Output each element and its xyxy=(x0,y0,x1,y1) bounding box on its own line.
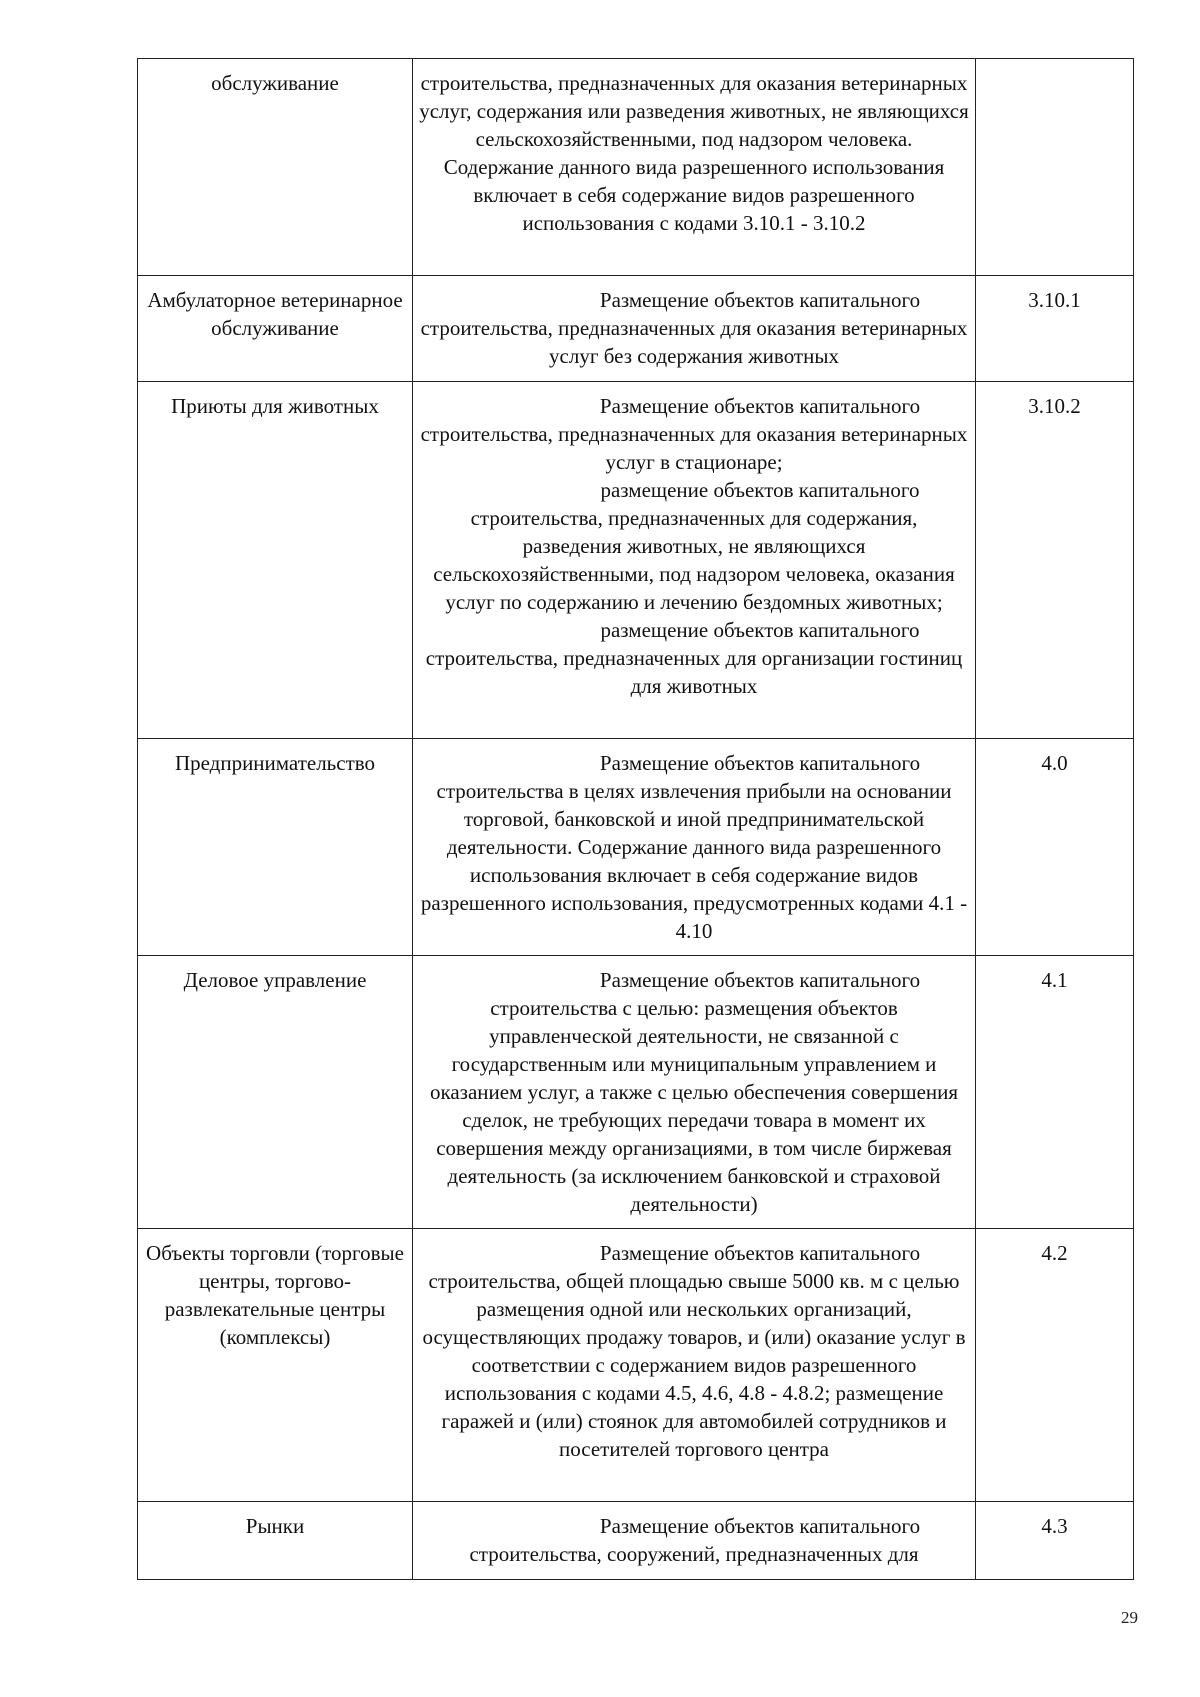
use-code-cell: 4.2 xyxy=(976,1229,1134,1502)
use-name-cell: Приюты для животных xyxy=(138,382,413,739)
table-row xyxy=(138,382,1134,739)
table-row xyxy=(138,1229,1134,1502)
use-code-cell: 4.3 xyxy=(976,1502,1134,1580)
table-row xyxy=(138,739,1134,956)
use-name-cell: обслуживание xyxy=(138,59,413,276)
use-name-cell: Амбулаторное ветеринарное обслуживание xyxy=(138,276,413,382)
land-use-table xyxy=(137,58,1134,1580)
use-name-cell: Предпринимательство xyxy=(138,739,413,956)
use-description-cell xyxy=(413,59,976,276)
use-description-cell xyxy=(413,956,976,1229)
use-description-cell xyxy=(413,382,976,739)
use-code-cell xyxy=(976,59,1134,276)
description-paragraph: строительства, предназначенных для оказания ветеринарных услуг, содержания или разведения животных, не являющихся сельскохозяйственными, под надзором человека. Содержание данного вида разрешенного использования включает в себя содержание видов разрешенного использования с кодами 3.10.1 - 3.10.2 xyxy=(419,71,969,235)
table-row xyxy=(138,1502,1134,1580)
description-paragraph: Размещение объектов капитального строительства в целях извлечения прибыли на основании торговой, банковской и иной предпринимательской деятельности. Содержание данного вида разрешенного использования включает в себя содержание видов разрешенного использования, предусмотренных кодами 4.1 - 4.10 xyxy=(420,751,968,943)
use-name-cell: Деловое управление xyxy=(138,956,413,1229)
land-use-table-body xyxy=(138,59,1134,1580)
use-code-cell: 4.1 xyxy=(976,956,1134,1229)
use-description-cell xyxy=(413,1502,976,1580)
description-paragraph: Размещение объектов капитального строительства, сооружений, предназначенных для xyxy=(469,1514,921,1566)
use-code-cell: 3.10.2 xyxy=(976,382,1134,739)
page-number: 29 xyxy=(1121,1608,1138,1627)
use-description-cell xyxy=(413,739,976,956)
description-paragraph: Размещение объектов капитального строительства, общей площадью свыше 5000 кв. м с целью размещения одной или нескольких организаций, осуществляющих продажу товаров, и (или) оказание услуг в соответствии с содержанием видов разрешенного использования с кодами 4.5, 4.6, 4.8 - 4.8.2; размещение гаражей и (или) стоянок для автомобилей сотрудников и посетителей торгового центра xyxy=(422,1241,966,1461)
description-paragraph: Размещение объектов капитального строительства, предназначенных для оказания ветеринарных услуг в стационаре; xyxy=(420,394,968,474)
table-row xyxy=(138,276,1134,382)
use-code-cell: 4.0 xyxy=(976,739,1134,956)
table-row xyxy=(138,956,1134,1229)
table-row xyxy=(138,59,1134,276)
description-paragraph: Размещение объектов капитального строительства с целью: размещения объектов управленческой деятельности, не связанной с государственным или муниципальным управлением и оказанием услуг, а также с целью обеспечения совершения сделок, не требующих передачи товара в момент их совершения между организациями, в том числе биржевая деятельность (за исключением банковской и страховой деятельности) xyxy=(429,968,959,1216)
use-description-cell xyxy=(413,276,976,382)
description-paragraph: Размещение объектов капитального строительства, предназначенных для оказания ветеринарных услуг без содержания животных xyxy=(420,288,968,368)
use-name-cell: Рынки xyxy=(138,1502,413,1580)
use-code-cell: 3.10.1 xyxy=(976,276,1134,382)
use-name-cell: Объекты торговли (торговые центры, торгово-развлекательные центры (комплексы) xyxy=(138,1229,413,1502)
description-paragraph: размещение объектов капитального строительства, предназначенных для содержания, разведения животных, не являющихся сельскохозяйственными, под надзором человека, оказания услуг по содержанию и лечению бездомных животных; xyxy=(433,478,955,614)
description-paragraph: размещение объектов капитального строительства, предназначенных для организации гостиниц для животных xyxy=(425,618,963,698)
use-description-cell xyxy=(413,1229,976,1502)
